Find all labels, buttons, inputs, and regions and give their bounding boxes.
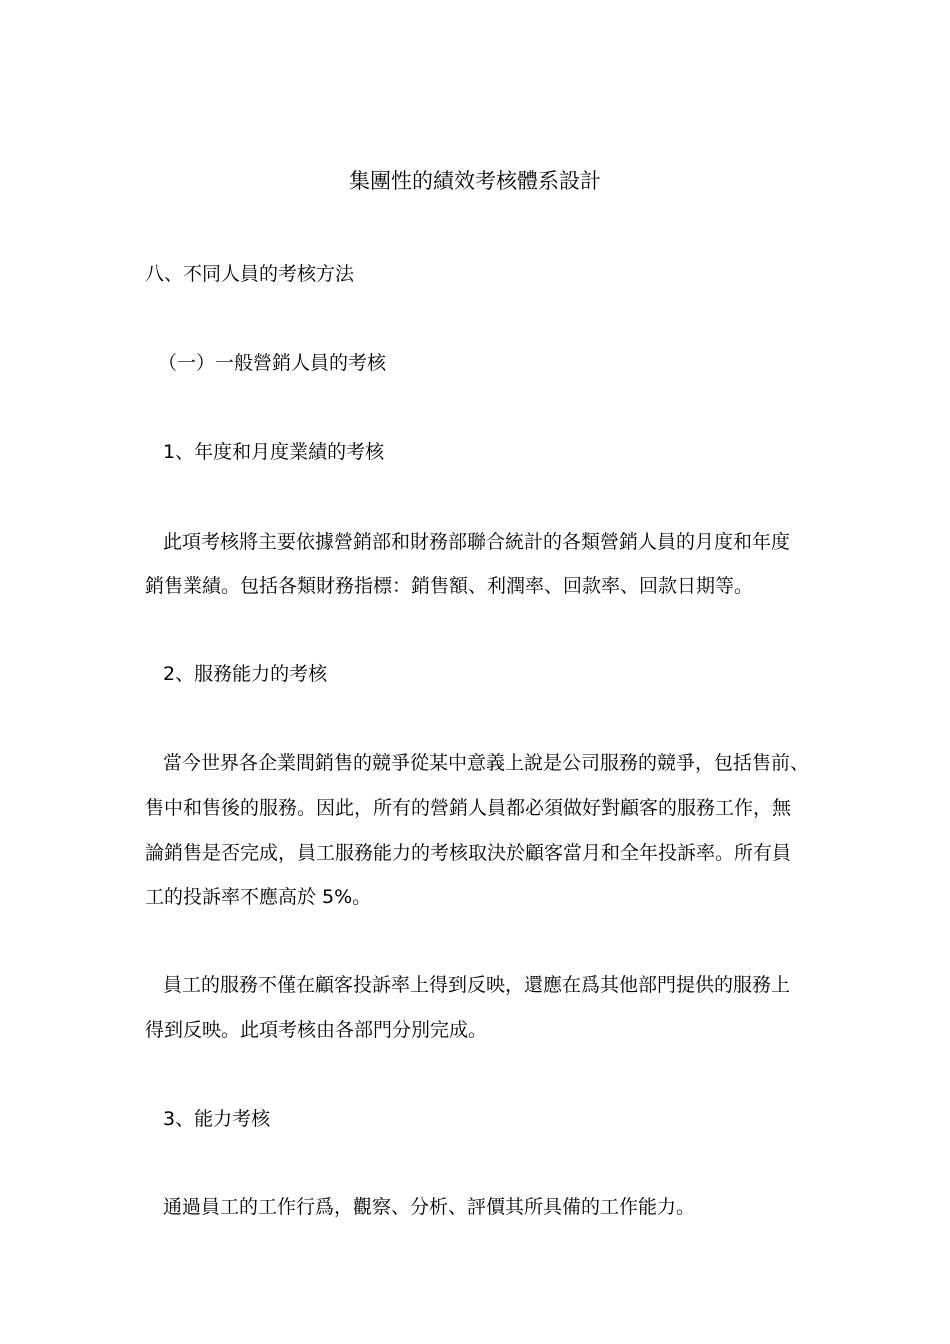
subsection-heading: （一）一般營銷人員的考核 [158,352,387,374]
section-heading: 八、不同人員的考核方法 [145,263,355,285]
item3-heading: 3、能力考核 [163,1108,271,1130]
item2-paragraph1-line-4: 工的投訴率不應高於 5%。 [145,886,372,908]
item2-paragraph1-line-3: 論銷售是否完成，員工服務能力的考核取決於顧客當月和全年投訴率。所有員 [145,842,792,864]
item2-paragraph2-line-1: 員工的服務不僅在顧客投訴率上得到反映，還應在爲其他部門提供的服務上 [163,974,791,996]
item1-paragraph-line-1: 此項考核將主要依據營銷部和財務部聯合統計的各類營銷人員的月度和年度 [163,531,791,553]
item2-paragraph1-line-1: 當今世界各企業間銷售的競爭從某中意義上說是公司服務的競爭，包括售前、 [163,752,810,774]
item2-paragraph1-line-2: 售中和售後的服務。因此，所有的營銷人員都必須做好對顧客的服務工作，無 [145,797,792,819]
item1-paragraph-line-2: 銷售業績。包括各類財務指標：銷售額、利潤率、回款率、回款日期等。 [145,575,754,597]
item1-heading: 1、年度和月度業績的考核 [163,441,385,463]
item2-paragraph2-line-2: 得到反映。此項考核由各部門分別完成。 [145,1019,488,1041]
item2-heading: 2、服務能力的考核 [163,663,328,685]
document-title: 集團性的績效考核體系設計 [349,169,601,193]
item3-paragraph-line-1: 通過員工的工作行爲，觀察、分析、評價其所具備的工作能力。 [163,1196,696,1218]
